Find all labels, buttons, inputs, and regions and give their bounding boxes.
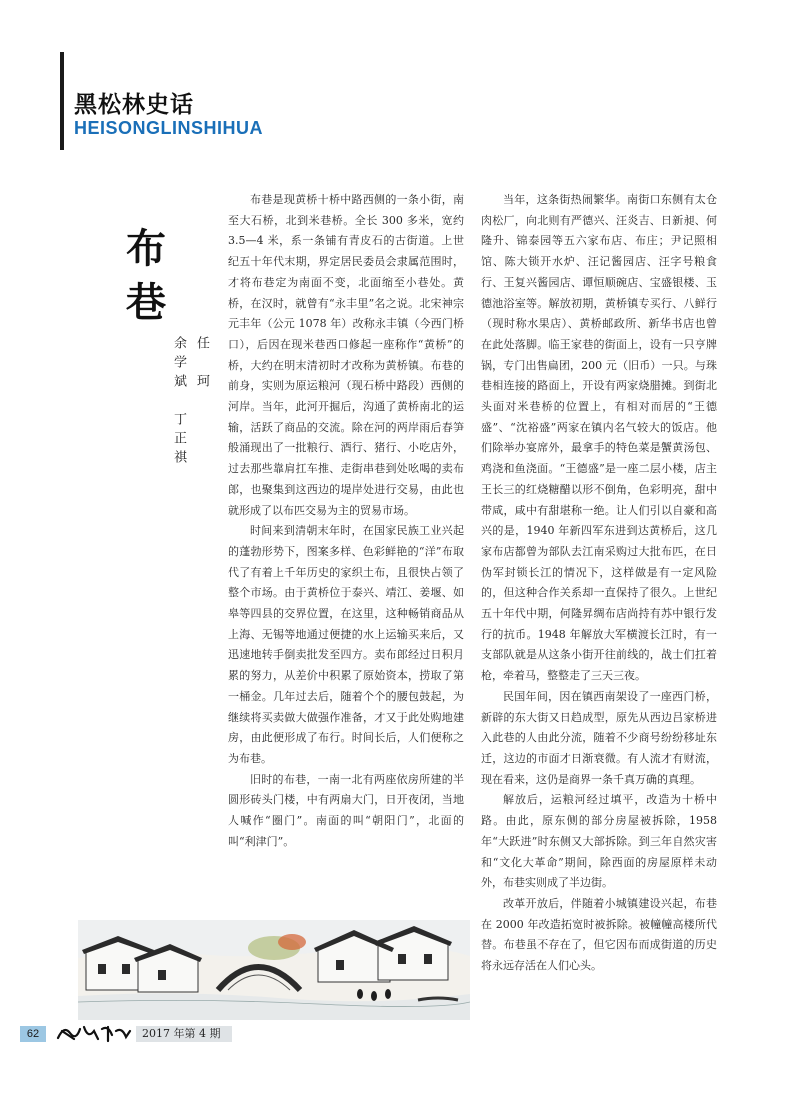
article-authors <box>162 336 208 469</box>
paragraph: 改革开放后，伴随着小城镇建设兴起，布巷在 2000 年改造拓宽时被拆除。被幢幢高楼所代替。布巷虽不存在了，但它因布而成街道的历史将永远存活在人们心头。 <box>481 896 717 973</box>
paragraph: 当年，这条街热闹繁华。南街口东侧有太仓肉松厂，向北则有严德兴、汪炎吉、日新昶、何隆升、锦泰园等五六家布店、布庄；尹记照相馆、陈大锁开水炉、汪记酱园店、汪字号粮食行、王复兴酱园店、谭恒顺碗店、宝盛银楼、玉德池浴室等。解放初期，黄桥镇专买行、八鲜行（现时称水果店）、黄桥邮政所、新华书店也曾在此处落脚。临王家巷的街面上，设有一只亨牌锅，专门出售扁团，200 元（旧币）一只。与珠巷相连接的路面上，开设有两家烧腊摊。到街北头面对米巷桥的位置上，有相对而居的“王德盛”、“沈裕盛”两家在镇内名气较大的饭店。他们除举办宴席外，最拿手的特色菜是蟹黄汤包、鸡浇和鱼浇面。“王德盛”是一座二层小楼，店主王长三的红烧糖醋以形不倒角，色彩明亮，甜中带咸，咸中有甜堪称一绝。让人们引以自豪和高兴的是，1940 年新四军东进到达黄桥后，这几家布店都曾为部队去江南采购过大批布匹，在日伪军封锁长江的情况下，这样做是有一定风险的，但这种合作关系却一直保持了很久。上世纪五十年代中期，何隆昇绸布店尚持有苏中银行发行的抗币。1948 年解放大军横渡长江时，有一支部队就是从这条小街开往前线的，战士们扛着枪，牵着马，整整走了三天三夜。 <box>481 193 717 683</box>
paragraph: 解放后，运粮河经过填平，改造为十桥中路。由此，原东侧的部分房屋被拆除，1958 年“大跃进”时东侧又大部拆除。到三年自然灾害和“文化大革命”期间，除西面的房屋原样未动外，布巷实则成了半边街。 <box>481 793 717 890</box>
paragraph: 旧时的布巷，一南一北有两座依房所建的半圆形砖头门楼，中有两扇大门，日开夜闭，当地人喊作“圈门”。南面的叫“朝阳门”，北面的叫“利津门”。 <box>228 772 464 848</box>
page-number: 62 <box>20 1026 46 1042</box>
article-title <box>124 222 168 330</box>
section-subtitle: HEISONGLINSHIHUA <box>74 118 264 138</box>
author-name: 任 珂 <box>194 336 209 393</box>
article-column-2 <box>481 190 717 977</box>
article-title-char: 巷 <box>126 280 166 326</box>
issue-label: 2017 年第 4 期 <box>136 1026 232 1042</box>
magazine-logo <box>54 1023 134 1043</box>
article-title-char: 布 <box>126 226 166 272</box>
section-title: 黑松林史话 <box>74 92 194 118</box>
ink-painting-svg <box>78 920 470 1020</box>
paragraph: 布巷是现黄桥十桥中路西侧的一条小街，南至大石桥，北到米巷桥。全长 300 多米，宽约 3.5—4 米，系一条铺有青皮石的古街道。上世纪五十年代末期，界定居民委员会隶属范围时，才将布巷定为南面不变，北面缩至小巷处。黄桥，在汉时，就曾有“永丰里”名之说。北宋神宗元丰年（公元 1078 年）改称永丰镇（今西门桥口），后因在现米巷西口修起一座称作“黄桥”的桥，大约在明末清初时才改称为黄桥镇。布巷的前身，实则为原运粮河（现石桥中路段）西侧的河岸。当年，此河开掘后，沟通了黄桥南北的运输，活跃了商品的交流。除在河的两岸雨后春笋般涌现出了一批粮行、酒行、猪行、小吃店外，过去那些靠肩扛车推、走街串巷到处吆喝的卖布郎，也聚集到这西边的堤岸处进行交易，由此也就形成了以布匹交易为主的贸易市场。 <box>228 193 464 517</box>
paragraph: 民国年间，因在镇西南架设了一座西门桥，新辟的东大街又日趋成型，原先从西边吕家桥进入此巷的人由此分流，随着不少商号纷纷移址东迁，这边的市面才日渐衰微。有人流才有财流，现在看来，这仍是商界一条千真万确的真理。 <box>481 689 717 786</box>
page-footer <box>0 1026 793 1042</box>
paragraph: 时间来到清朝末年时，在国家民族工业兴起的蓬勃形势下，图案多样、色彩鲜艳的“洋”布取代了有着上千年历史的家织土布，且很快占领了整个市场。由于黄桥位于泰兴、靖江、姜堰、如皋等四县的交界位置，在这里，这种畅销商品从上海、无锡等地通过便捷的水上运输买来后，又迅速地转手倒卖批发至四方。卖布郎经过日积月累的努力，从差价中积累了原始资本，捞取了第一桶金。几年过去后，随着个个的腰包鼓起，为继续将买卖做大做强作准备，才又于此处购地建房，由此便形成了布行。时间长后，人们便称之为布巷。 <box>228 524 464 765</box>
header-rule <box>60 52 64 150</box>
ink-painting-illustration <box>78 920 470 1020</box>
article-column-1 <box>228 190 464 853</box>
author-name: 余学斌 丁正祺 <box>171 336 186 469</box>
